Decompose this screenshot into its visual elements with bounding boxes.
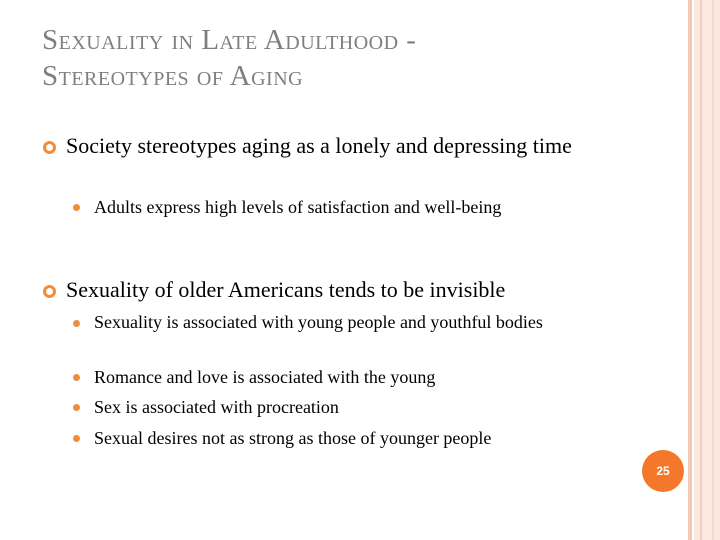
bullet-ring-icon — [43, 285, 56, 298]
sub-bullet-text: Sex is associated with procreation — [94, 397, 339, 417]
page-number-badge: 25 — [642, 450, 684, 492]
sub-bullet-text: Romance and love is associated with the young — [94, 367, 436, 387]
sub-bullet-dot-icon — [73, 404, 80, 411]
slide-title-line: Stereotypes of Aging — [42, 60, 304, 92]
sub-bullet-dot-icon — [73, 320, 80, 327]
sub-bullet-text: Sexual desires not as strong as those of younger people — [94, 428, 492, 448]
sub-bullet-dot-icon — [73, 374, 80, 381]
sub-bullet-text: Sexuality is associated with young people and youthful bodies — [94, 312, 543, 332]
sub-bullet-dot-icon — [73, 435, 80, 442]
sub-bullet-text: Adults express high levels of satisfaction and well-being — [94, 197, 502, 217]
bullet-ring-icon — [43, 141, 56, 154]
bullet-text: Society stereotypes aging as a lonely and depressing time — [66, 133, 572, 158]
sub-bullet-dot-icon — [73, 204, 80, 211]
right-decorative-stripe — [712, 0, 714, 540]
slide-title-line: Sexuality in Late Adulthood - — [42, 24, 417, 56]
right-decorative-stripe — [700, 0, 702, 540]
right-decorative-band — [694, 0, 720, 540]
bullet-text: Sexuality of older Americans tends to be invisible — [66, 277, 506, 302]
